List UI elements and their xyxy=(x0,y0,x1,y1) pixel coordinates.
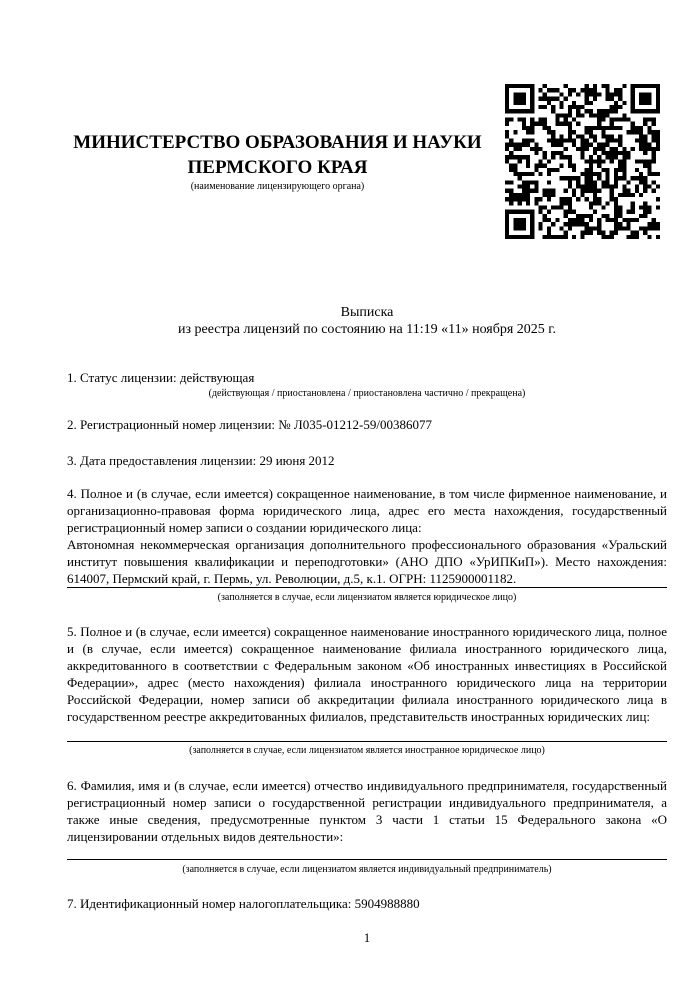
license-status-note: (действующая / приостановлена / приостановлена частично / прекращена) xyxy=(208,388,526,399)
license-status: 1. Статус лицензии: действующая xyxy=(67,370,255,385)
document-subtitle: из реестра лицензий по состоянию на 11:19 «11» ноября 2025 г. xyxy=(178,322,556,337)
licensing-organ-name xyxy=(60,130,495,180)
license-date: 3. Дата предоставления лицензии: 29 июня 2012 xyxy=(67,453,335,468)
item-5-note: (заполняется в случае, если лицензиатом является иностранное юридическое лицо) xyxy=(189,745,545,756)
divider xyxy=(67,587,667,588)
document-title: Выписка xyxy=(340,305,394,320)
taxpayer-id: 7. Идентификационный номер налогоплательщика: 5904988880 xyxy=(67,896,420,911)
item-6: 6. Фамилия, имя и (в случае, если имеется) отчество индивидуального предпринимателя, государственный регистрационный номер записи о государственной регистрации индивидуального предпринимателя, а также иные сведения, предусмотренные пунктом 3 части 1 статьи 15 Федерального закона «О лицензировании отдельных видов деятельности»: xyxy=(67,778,667,844)
qr-code-icon xyxy=(505,84,660,239)
item-4-value: Автономная некоммерческая организация дополнительного профессионального образования «Уральский институт повышения квалификации и переподготовки» (АНО ДПО «УрИПКиП»). Место нахождения: 614007, Пермский край, г. Пермь, ул. Революции, д.5, к.1. ОГРН: 1125900001182. xyxy=(67,537,667,586)
item-4-note: (заполняется в случае, если лицензиатом является юридическое лицо) xyxy=(217,592,517,603)
item-4-label: 4. Полное и (в случае, если имеется) сокращенное наименование, в том числе фирменное наименование, и организационно-правовая форма юридического лица, адрес его места нахождения, государственный регистрационный номер записи о создании юридического лица: xyxy=(67,486,667,535)
item-5: 5. Полное и (в случае, если имеется) сокращенное наименование иностранного юридического лица, полное и (в случае, если имеется) сокращенное наименование филиала иностранного юридического лица, аккредитованного в соответствии с Федеральным законом «Об иностранных инвестициях в Российской Федерации», адрес (место нахождения) филиала иностранного юридического лица на территории Российской Федерации, номер записи об аккредитации филиала иностранного юридического лица в государственном реестре аккредитованных филиалов, представительств иностранных юридических лиц: xyxy=(67,624,667,724)
divider xyxy=(67,859,667,860)
license-number: 2. Регистрационный номер лицензии: № Л035-01212-59/00386077 xyxy=(67,417,433,432)
organ-line-2: ПЕРМСКОГО КРАЯ xyxy=(187,157,368,178)
page-number: 1 xyxy=(363,930,371,945)
item-6-note: (заполняется в случае, если лицензиатом является индивидуальный предприниматель) xyxy=(182,864,552,875)
divider xyxy=(67,741,667,742)
item-4 xyxy=(67,485,667,587)
organ-line-1: МИНИСТЕРСТВО ОБРАЗОВАНИЯ И НАУКИ xyxy=(73,132,482,153)
organ-caption: (наименование лицензирующего органа) xyxy=(190,181,365,192)
